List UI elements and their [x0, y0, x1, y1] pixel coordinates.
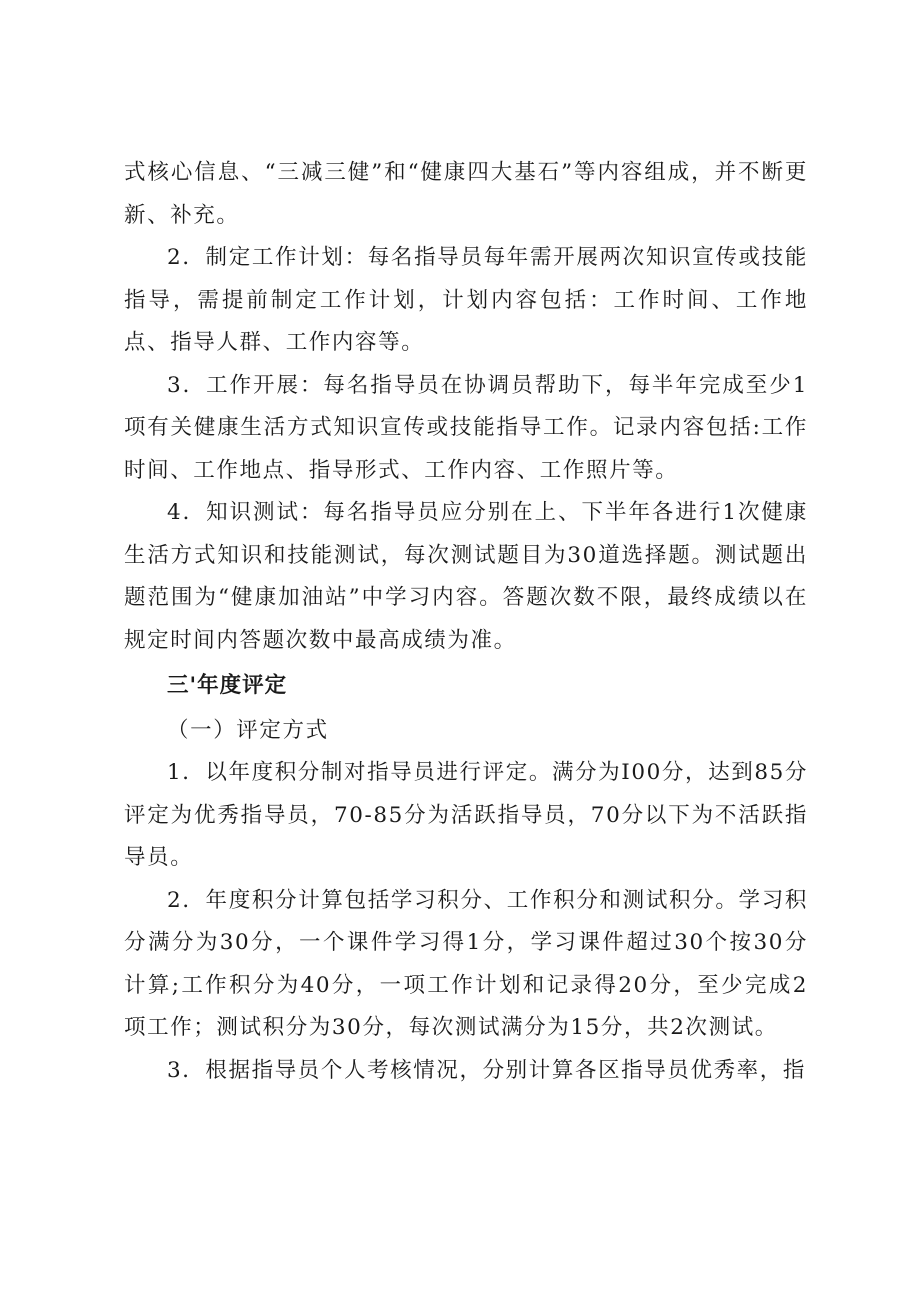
subsection-heading-evaluation-method: （一）评定方式 [167, 718, 329, 743]
paragraph-knowledge-test: 4．知识测试：每名指导员应分别在上、下半年各进行1次健康生活方式知识和技能测试，每次测试题目为30道选择题。测试题出题范围为“健康加油站”中学习内容。答题次数不限，最终成绩以在规定时间内答题次数中最高成绩为准。 [124, 500, 808, 653]
paragraph-continuation: 式核心信息、“三减三健”和“健康四大基石”等内容组成，并不断更新、补充。 [124, 160, 808, 228]
paragraph-work-plan: 2．制定工作计划：每名指导员每年需开展两次知识宣传或技能指导，需提前制定工作计划，计划内容包括：工作时间、工作地点、指导人群、工作内容等。 [124, 245, 808, 355]
paragraph-work-execution: 3．工作开展：每名指导员在协调员帮助下，每半年完成至少1项有关健康生活方式知识宣传或技能指导工作。记录内容包括:工作时间、工作地点、指导形式、工作内容、工作照片等。 [124, 372, 808, 483]
paragraph-rule-points-calculation: 2．年度积分计算包括学习积分、工作积分和测试积分。学习积分满分为30分，一个课件学习得1分，学习课件超过30个按30分计算;工作积分为40分，一项工作计划和记录得20分，至少完成2项工作；测试积分为30分，每次测试满分为15分，共2次测试。 [124, 887, 808, 1040]
section-heading-annual-evaluation: 三'年度评定 [167, 673, 288, 698]
document-body [124, 152, 808, 1092]
paragraph-rule-district-rate: 3．根据指导员个人考核情况，分别计算各区指导员优秀率，指 [167, 1057, 806, 1083]
paragraph-rule-scoring: 1．以年度积分制对指导员进行评定。满分为I00分，达到85分评定为优秀指导员，70-85分为活跃指导员，70分以下为不活跃指导员。 [124, 760, 808, 870]
